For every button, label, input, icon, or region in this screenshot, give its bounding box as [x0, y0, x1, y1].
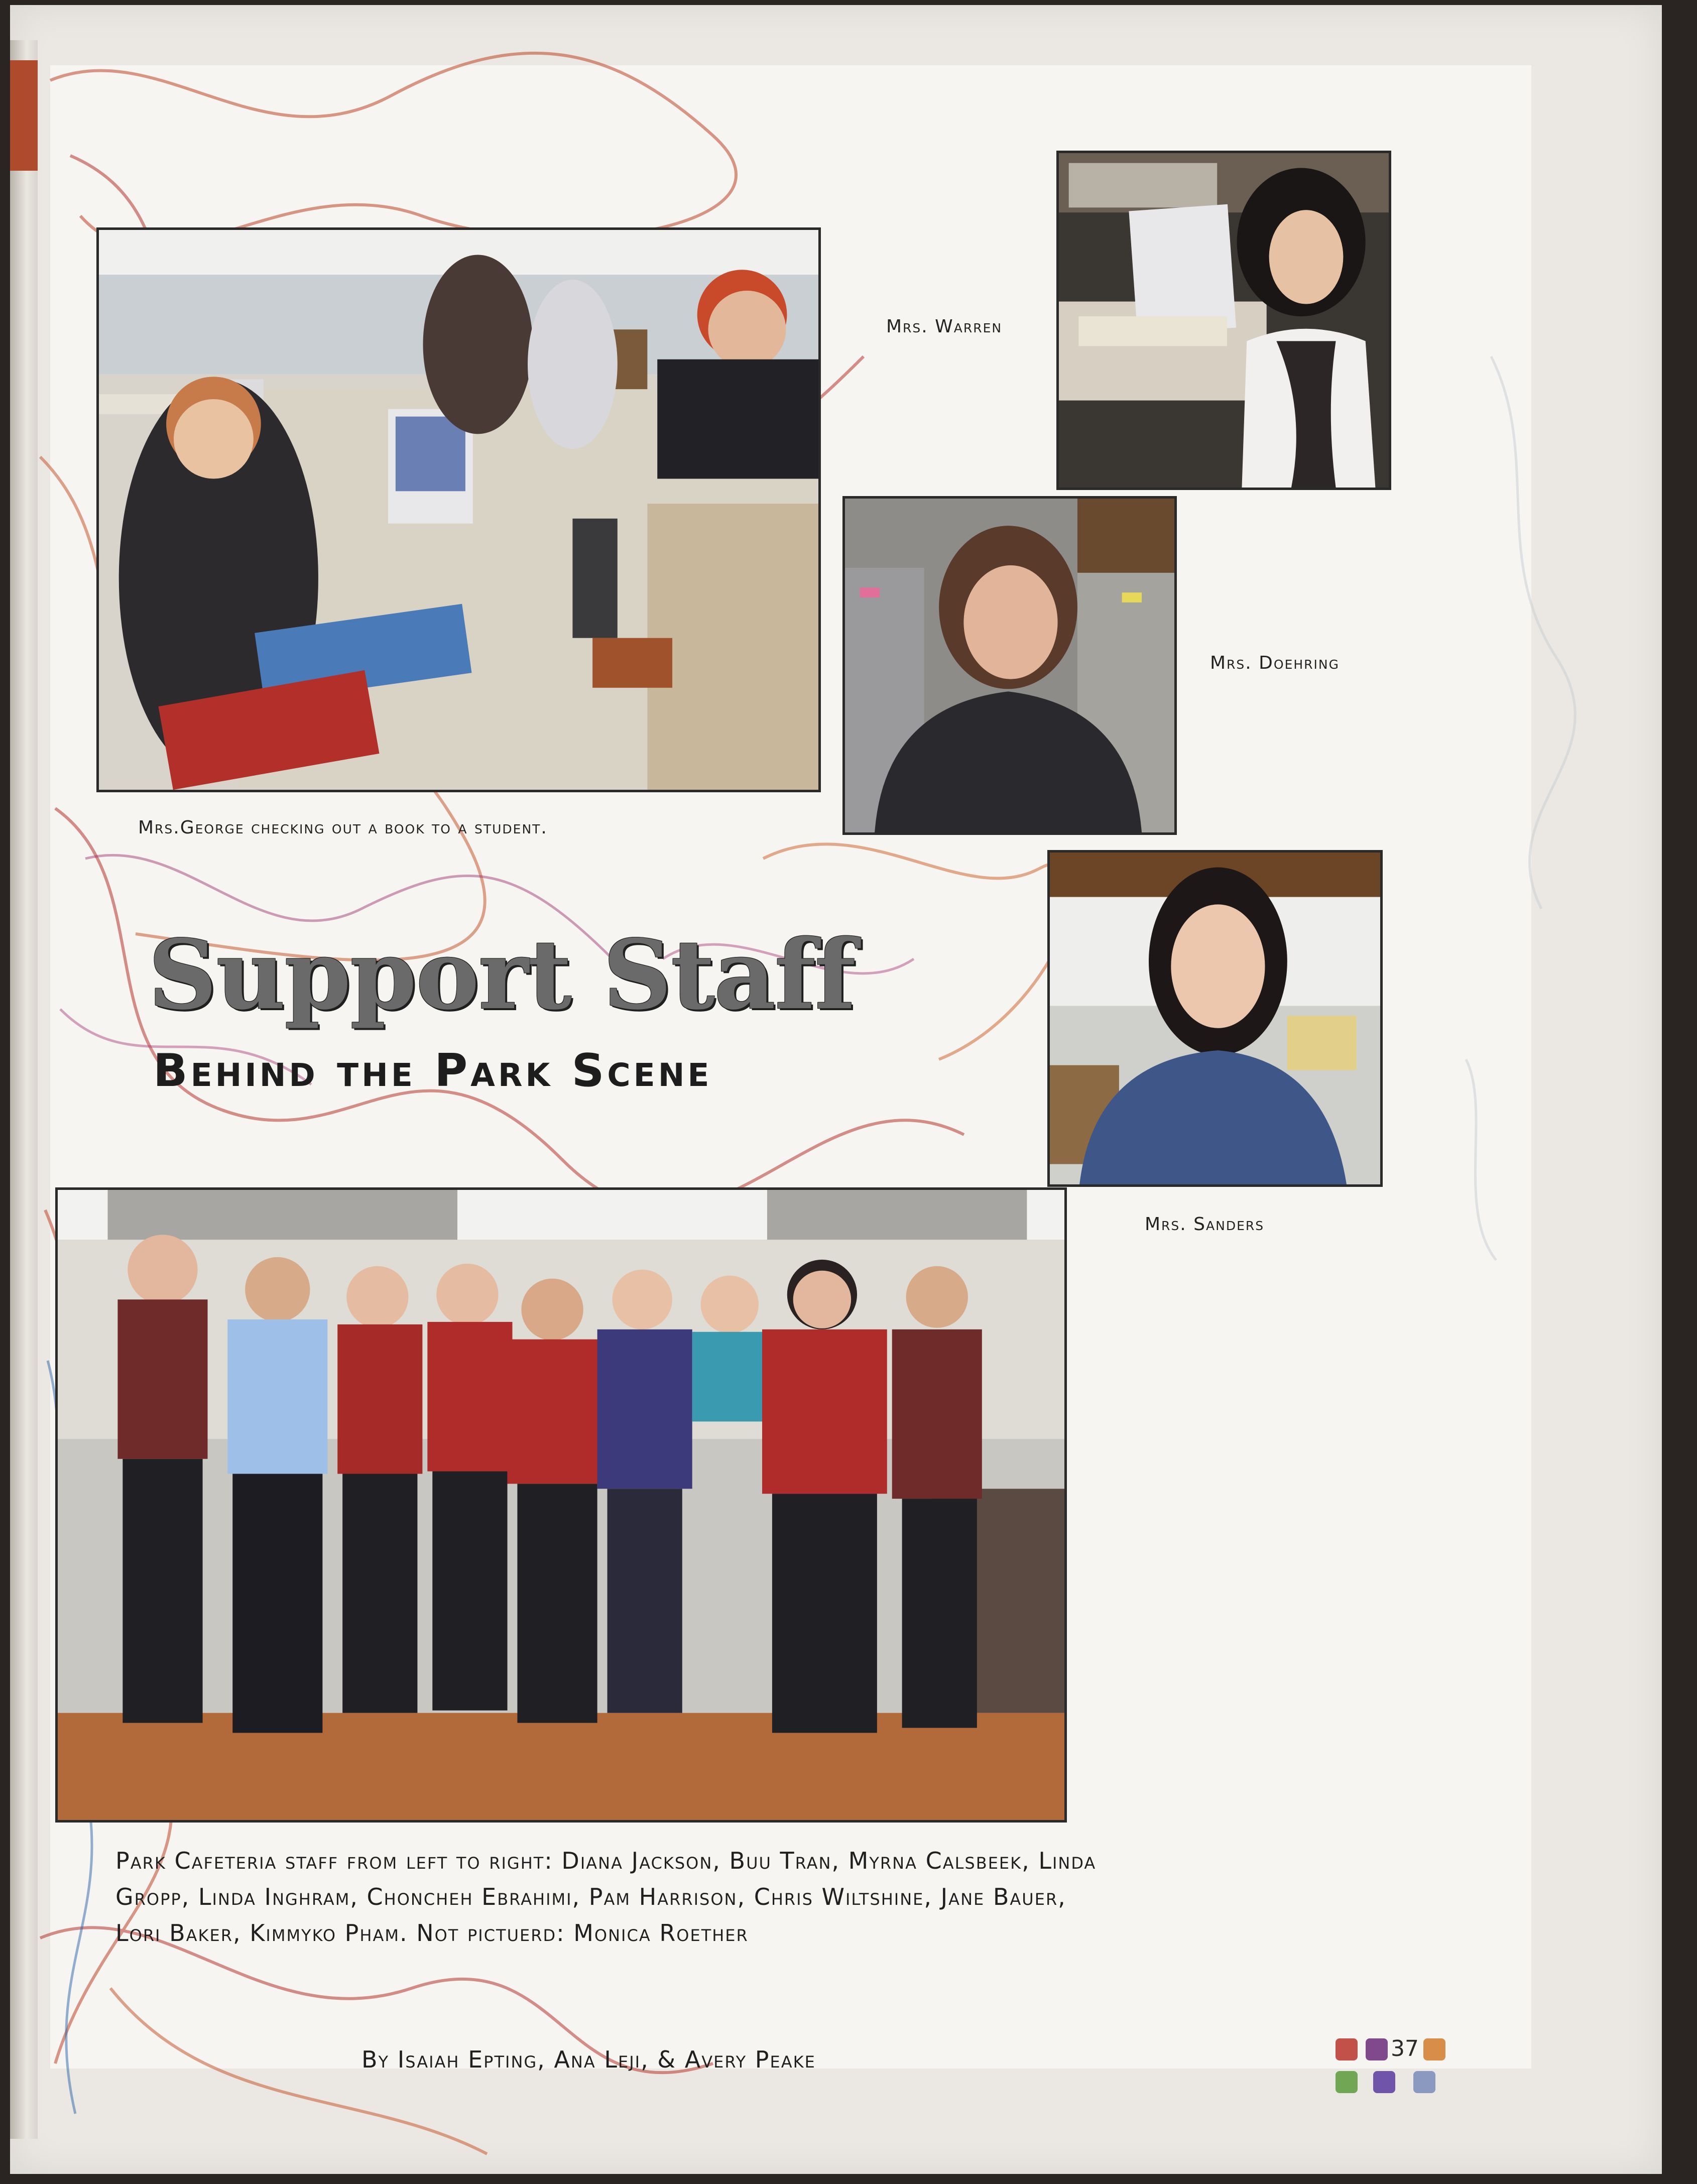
- caption-mrs-warren: Mrs. Warren: [886, 316, 1003, 337]
- caption-mrs-george: Mrs.George checking out a book to a student.: [138, 817, 548, 838]
- yearbook-page: [10, 5, 1662, 2174]
- caption-mrs-sanders: Mrs. Sanders: [1145, 1214, 1265, 1235]
- cafeteria-staff-photo: [55, 1187, 1067, 1823]
- mrs-sanders-photo: [1047, 850, 1383, 1187]
- mrs-doehring-photo: [842, 496, 1177, 835]
- color-swatch: [1336, 2038, 1358, 2060]
- color-swatch: [1336, 2071, 1358, 2093]
- library-checkout-photo: [96, 227, 821, 792]
- mrs-warren-photo: [1056, 151, 1391, 490]
- color-swatch: [1413, 2071, 1435, 2093]
- byline: By Isaiah Epting, Ana Leji, & Avery Peake: [361, 2046, 816, 2073]
- page-title: Support Staff: [148, 919, 855, 1031]
- page-subtitle: Behind the Park Scene: [153, 1044, 712, 1097]
- color-swatch: [1423, 2038, 1445, 2060]
- page-number: 37: [1391, 2036, 1419, 2061]
- caption-mrs-doehring: Mrs. Doehring: [1210, 653, 1340, 673]
- color-swatch: [1366, 2038, 1388, 2060]
- color-swatch: [1373, 2071, 1395, 2093]
- cafeteria-staff-caption: Park Cafeteria staff from left to right: Diana Jackson, Buu Tran, Myrna Calsbeek, Linda Gropp, Linda Inghram, Choncheh Ebrahimi, Pam Harrison, Chris Wiltshine, Jane Bauer, Lori Baker, Kimmyko Pham. Not pictuerd: Monica Roether: [115, 1847, 1097, 1947]
